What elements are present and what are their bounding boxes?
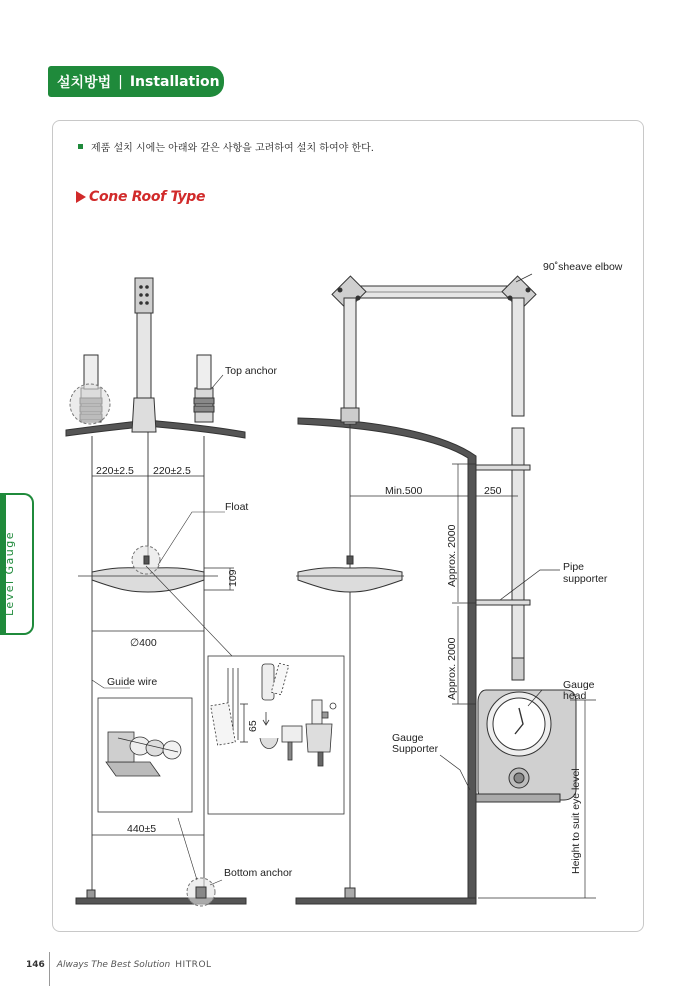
- footer-brand: HITROL: [175, 960, 212, 970]
- label-gauge-head-1: Gauge: [563, 679, 595, 691]
- gauge-supporter: [476, 794, 560, 802]
- right-bottom-plate: [296, 898, 476, 904]
- right-vertical-pipe-upper: [512, 298, 524, 416]
- header-korean: 설치방법: [57, 74, 112, 91]
- label-dim-65: 65: [247, 720, 259, 732]
- label-dim-220-right: 220±2.5: [153, 465, 191, 477]
- label-bottom-anchor: Bottom anchor: [224, 867, 293, 879]
- label-dia400: ∅400: [130, 637, 157, 649]
- label-top-anchor: Top anchor: [225, 365, 277, 377]
- label-float: Float: [225, 501, 249, 513]
- header-separator: |: [118, 73, 123, 90]
- label-gauge-supporter-1: Gauge: [392, 732, 424, 744]
- label-dim-250: 250: [484, 485, 502, 497]
- label-dim-220-left: 220±2.5: [96, 465, 134, 477]
- cone-roof-title-text: Cone Roof Type: [89, 189, 206, 205]
- top-anchor-right: [195, 388, 213, 422]
- label-gauge-head-2: head: [563, 690, 587, 702]
- page-footer: [26, 960, 212, 970]
- header-english: Installation: [129, 73, 220, 90]
- right-float: [298, 568, 402, 592]
- footer-divider: [49, 952, 50, 986]
- label-approx-upper: Approx. 2000: [446, 524, 458, 587]
- label-sheave-elbow: 90˚sheave elbow: [543, 261, 623, 273]
- left-bottom-plate: [76, 898, 246, 904]
- left-vertical-pipe: [344, 298, 356, 424]
- footer-slogan: Always The Best Solution: [56, 960, 171, 970]
- pipe-supporter-upper: [476, 465, 530, 470]
- detail-circle-top: [70, 384, 110, 424]
- label-dim-109: 109: [227, 569, 239, 587]
- page-number: 146: [26, 960, 45, 970]
- note-text: 제품 설치 시에는 아래와 같은 사항을 고려하여 설치 하여야 한다.: [91, 143, 374, 154]
- side-tab-label: Level Gauge: [3, 530, 16, 616]
- label-pipe-supporter-1: Pipe: [563, 561, 585, 573]
- label-guide-wire: Guide wire: [107, 676, 158, 688]
- right-vertical-pipe-lower: [512, 428, 524, 658]
- label-gauge-supporter-2: Supporter: [392, 743, 439, 755]
- label-height-eye: Height to suit eye level: [570, 768, 582, 874]
- pipe-supporter-lower: [476, 600, 530, 605]
- label-approx-lower: Approx. 2000: [446, 637, 458, 700]
- label-pipe-supporter-2: supporter: [563, 573, 608, 585]
- label-dim-440: 440±5: [127, 823, 157, 835]
- label-min500: Min.500: [385, 485, 423, 497]
